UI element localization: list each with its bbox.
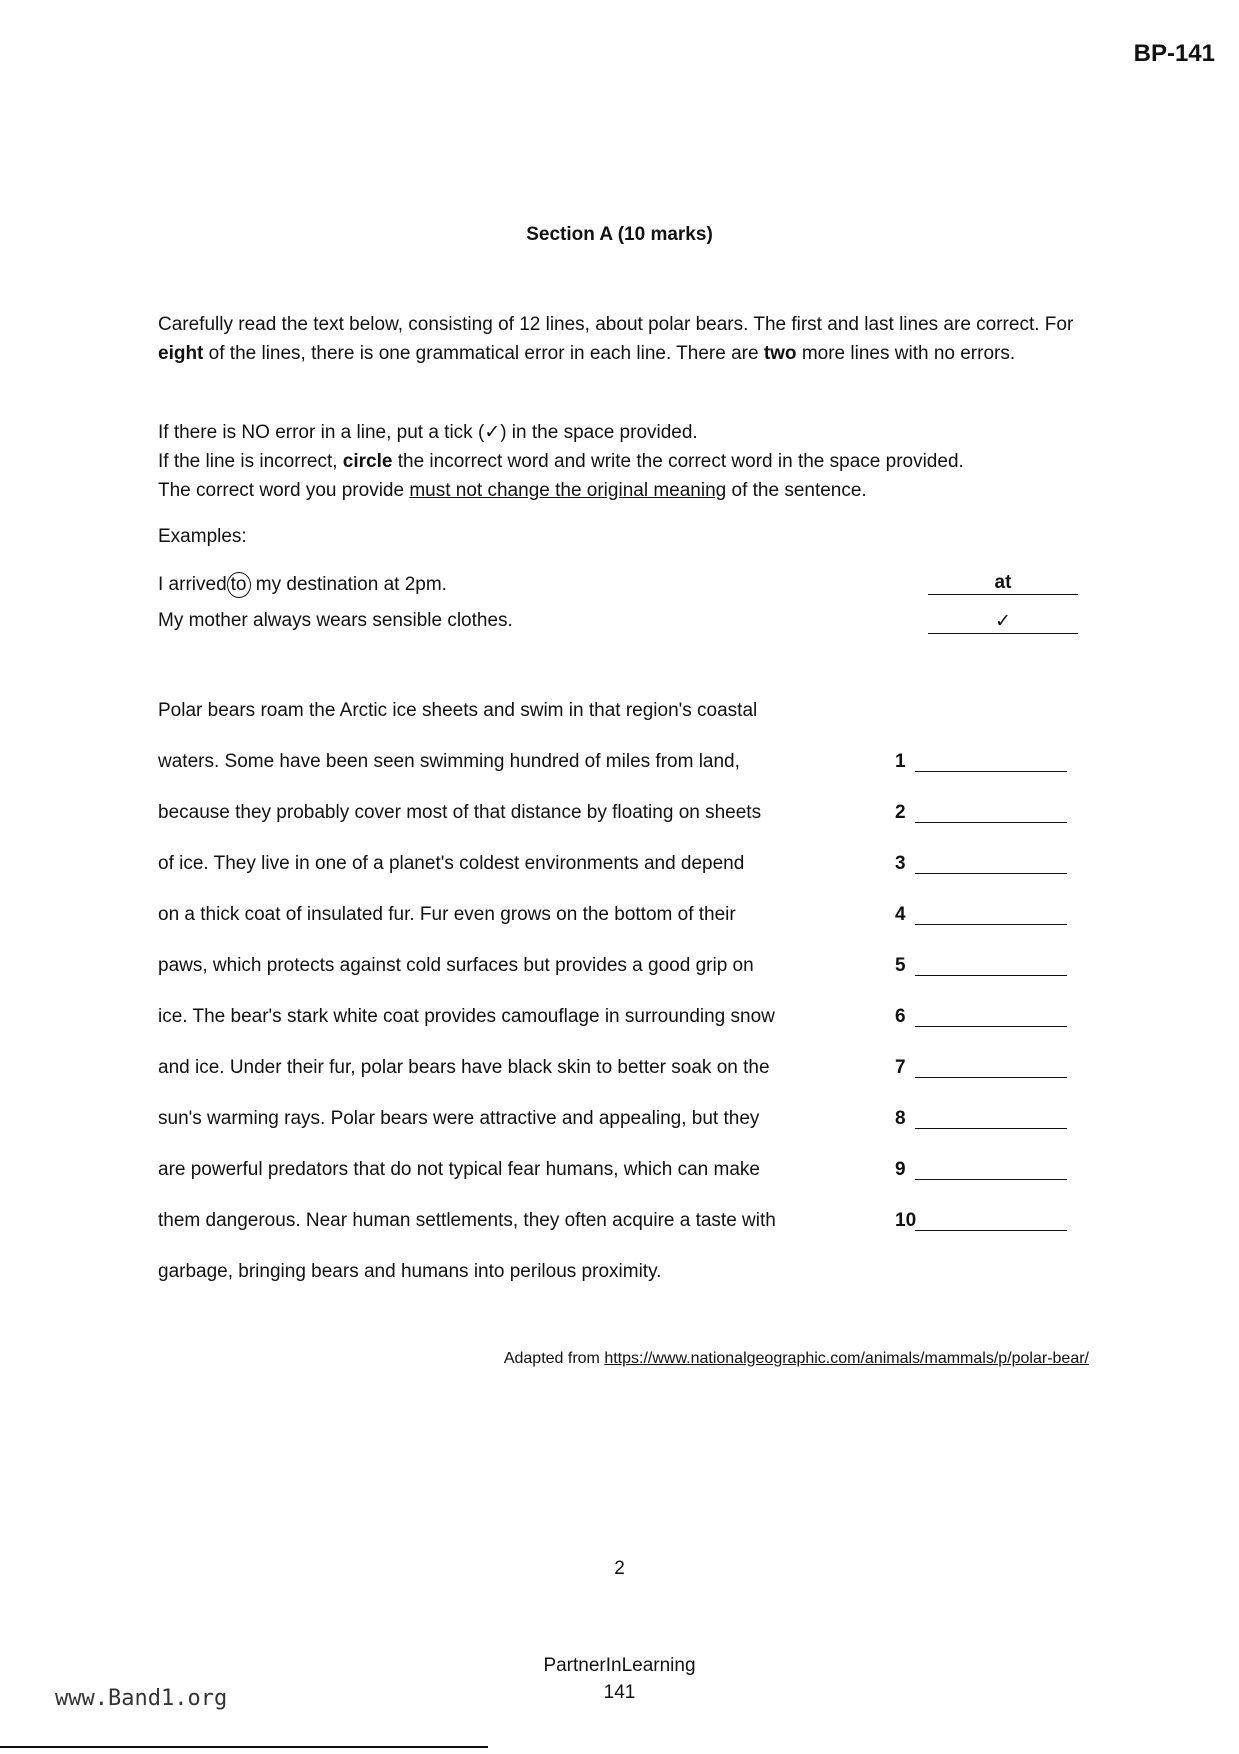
bold-text: circle: [342, 451, 393, 472]
passage-line: [158, 751, 1158, 781]
line-number: 2: [895, 802, 906, 823]
footer-code: 141: [603, 1682, 636, 1703]
instruction-tick: If there is NO error in a line, put a tick (✓) in the space provided.: [158, 422, 698, 443]
answer-blank[interactable]: [915, 1128, 1067, 1129]
answer-blank[interactable]: [915, 1230, 1067, 1231]
passage-line: [158, 1108, 1158, 1138]
text: If the line is incorrect,: [158, 451, 343, 472]
line-number: 6: [895, 1006, 906, 1027]
circled-word: to: [227, 572, 251, 598]
line-number: 9: [895, 1159, 906, 1180]
passage-line: [158, 853, 1158, 883]
passage-line: [158, 1261, 1158, 1291]
example-text: my destination at 2pm.: [250, 574, 447, 595]
line-number: 3: [895, 853, 906, 874]
line-number: 7: [895, 1057, 906, 1078]
example-answer: ✓: [928, 610, 1078, 634]
line-text: paws, which protects against cold surfaces but provides a good grip on: [158, 955, 754, 976]
passage-line: [158, 1210, 1158, 1240]
section-title: Section A (10 marks): [526, 224, 713, 245]
instructions: [158, 418, 1098, 505]
line-text: ice. The bear's stark white coat provides camouflage in surrounding snow: [158, 1006, 775, 1027]
paper-code: BP-141: [1133, 40, 1215, 67]
line-text: waters. Some have been seen swimming hundred of miles from land,: [158, 751, 740, 772]
underlined-text: must not change the original meaning: [409, 480, 727, 501]
intro-text: more lines with no errors.: [796, 343, 1016, 364]
passage-line: [158, 955, 1158, 985]
answer-blank[interactable]: [915, 975, 1067, 976]
line-number: 5: [895, 955, 906, 976]
text: The correct word you provide: [158, 480, 410, 501]
answer-blank[interactable]: [915, 873, 1067, 874]
passage-line: [158, 1057, 1158, 1087]
example-2: [158, 610, 1078, 640]
example-1: [158, 572, 1078, 602]
text: of the sentence.: [726, 480, 867, 501]
passage-line: [158, 904, 1158, 934]
line-number: 8: [895, 1108, 906, 1129]
example-text: I arrived: [158, 574, 227, 595]
example-text: My mother always wears sensible clothes.: [158, 610, 513, 631]
line-text: and ice. Under their fur, polar bears have black skin to better soak on the: [158, 1057, 770, 1078]
source-citation: [504, 1350, 1089, 1368]
site-watermark: www.Band1.org: [55, 1686, 228, 1711]
example-answer: at: [928, 572, 1078, 595]
intro-text: of the lines, there is one grammatical error in each line. There are: [203, 343, 764, 364]
instruction-meaning: [158, 476, 1098, 505]
footer-org: PartnerInLearning: [543, 1655, 696, 1676]
line-number: 1: [895, 751, 906, 772]
intro-text: Carefully read the text below, consisting of 12 lines, about polar bears. The first and last lines are correct. For: [158, 314, 1074, 335]
line-text: on a thick coat of insulated fur. Fur even grows on the bottom of their: [158, 904, 736, 925]
intro-bold: two: [763, 343, 797, 364]
line-number: 4: [895, 904, 906, 925]
passage-line: [158, 802, 1158, 832]
answer-blank[interactable]: [915, 822, 1067, 823]
passage-line: [158, 1159, 1158, 1189]
answer-blank[interactable]: [915, 1077, 1067, 1078]
source-prefix: Adapted from: [503, 1350, 605, 1367]
passage-line: [158, 1006, 1158, 1036]
line-text: garbage, bringing bears and humans into perilous proximity.: [158, 1261, 662, 1282]
answer-blank[interactable]: [915, 924, 1067, 925]
instruction-circle: [158, 447, 1098, 476]
line-text: sun's warming rays. Polar bears were attractive and appealing, but they: [158, 1108, 760, 1129]
examples-label: Examples:: [158, 526, 247, 547]
answer-blank[interactable]: [915, 1179, 1067, 1180]
line-text: are powerful predators that do not typical fear humans, which can make: [158, 1159, 760, 1180]
line-text: them dangerous. Near human settlements, they often acquire a taste with: [158, 1210, 776, 1231]
line-text: Polar bears roam the Arctic ice sheets and swim in that region's coastal: [158, 700, 758, 721]
text: the incorrect word and write the correct word in the space provided.: [392, 451, 964, 472]
page-number: 2: [614, 1558, 625, 1579]
intro-bold: eight: [158, 343, 204, 364]
intro-paragraph: [158, 310, 1098, 368]
bottom-rule: [0, 1746, 488, 1748]
passage-line: [158, 700, 1158, 730]
answer-blank[interactable]: [915, 771, 1067, 772]
line-text: because they probably cover most of that distance by floating on sheets: [158, 802, 762, 823]
line-number: 10: [895, 1210, 917, 1231]
line-text: of ice. They live in one of a planet's coldest environments and depend: [158, 853, 745, 874]
source-link[interactable]: https://www.nationalgeographic.com/animals/mammals/p/polar-bear/: [604, 1350, 1089, 1367]
answer-blank[interactable]: [915, 1026, 1067, 1027]
